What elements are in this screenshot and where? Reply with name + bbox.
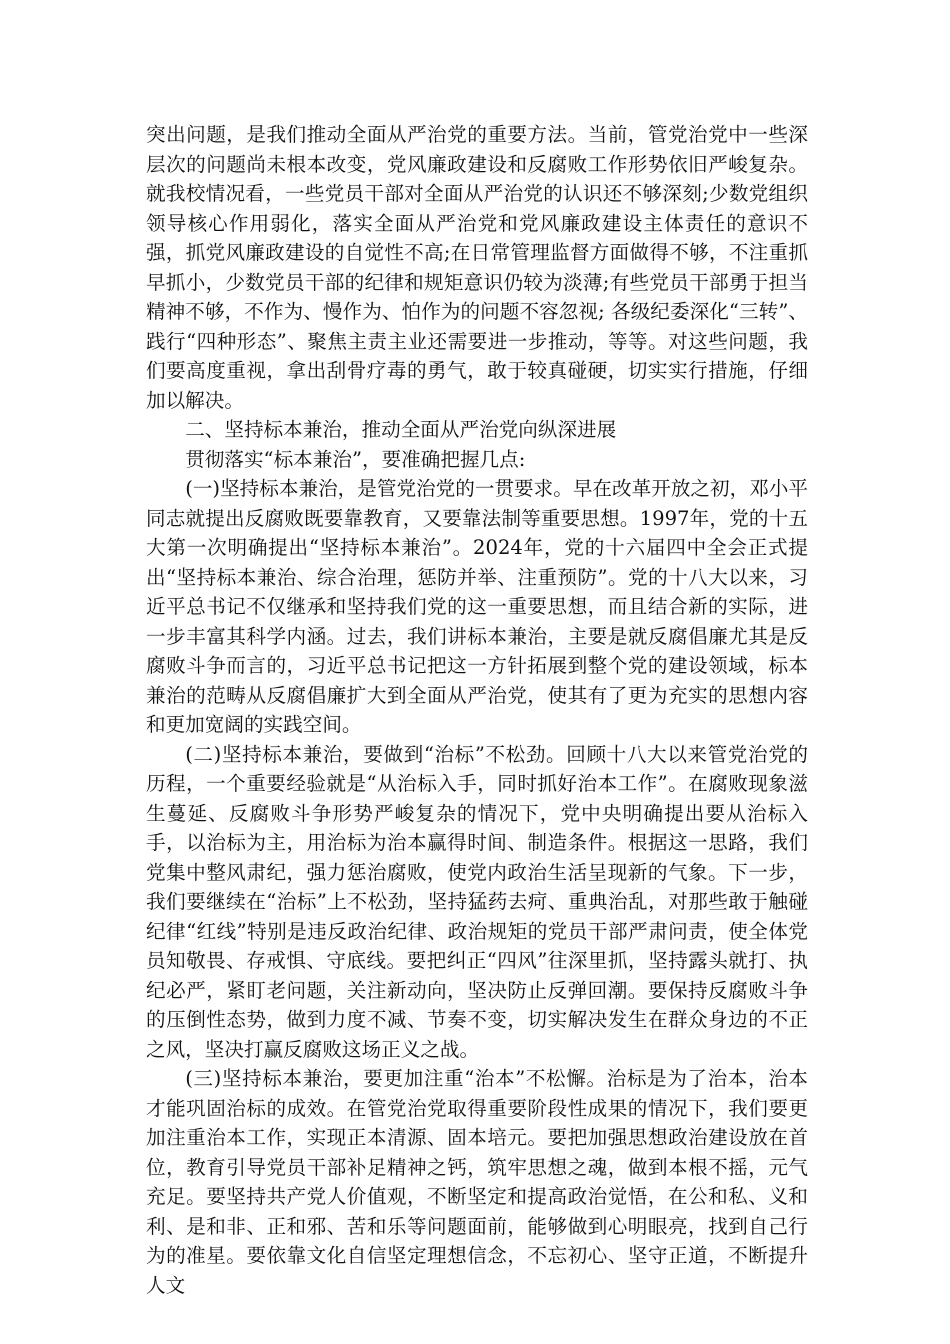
- paragraph-point-3: (三)坚持标本兼治，要更加注重“治本”不松懈。治标是为了治本，治本才能巩固治标的成效。在管党治党取得重要阶段性成果的情况下，我们要更加注重治本工作，实现正本清源、固本培元。要把加强思想政治建设放在首位，教育引导党员干部补足精神之钙，筑牢思想之魂，做到本根不摇，元气充足。要坚持共产党人价值观，不断坚定和提高政治觉悟，在公和私、义和利、是和非、正和邪、苦和乐等问题面前，能够做到心明眼亮，找到自己行为的准星。要依靠文化自信坚定理想信念，不忘初心、坚守正道，不断提升人文: [146, 1067, 808, 1297]
- paragraph-point-2: (二)坚持标本兼治，要做到“治标”不松劲。回顾十八大以来管党治党的历程，一个重要经验就是“从治标入手，同时抓好治本工作”。在腐败现象滋生蔓延、反腐败斗争形势严峻复杂的情况下，党中央明确提出要从治标入手，以治标为主，用治标为治本赢得时间、制造条件。根据这一思路，我们党集中整风肃纪，强力惩治腐败，使党内政治生活呈现新的气象。下一步，我们要继续在“治标”上不松劲，坚持猛药去疴、重典治乱，对那些敢于触碰纪律“红线”特别是违反政治纪律、政治规矩的党员干部严肃问责，使全体党员知敬畏、存戒惧、守底线。要把纠正“四风”往深里抓，坚持露头就打、执纪必严，紧盯老问题，关注新动向，坚决防止反弹回潮。要保持反腐败斗争的压倒性态势，做到力度不减、节奏不变，切实解决发生在群众身边的不正之风，坚决打赢反腐败这场正义之战。: [146, 742, 808, 1061]
- paragraph-point-1: (一)坚持标本兼治，是管党治党的一贯要求。早在改革开放之初，邓小平同志就提出反腐败既要靠教育，又要靠法制等重要思想。1997年，党的十五大第一次明确提出“坚持标本兼治”。2024年，党的十六届四中全会正式提出“坚持标本兼治、综合治理，惩防并举、注重预防”。党的十八大以来，习近平总书记不仅继承和坚持我们党的这一重要思想，而且结合新的实际，进一步丰富其科学内涵。过去，我们讲标本兼治，主要是就反腐倡廉尤其是反腐败斗争而言的，习近平总书记把这一方针拓展到整个党的建设领域，标本兼治的范畴从反腐倡廉扩大到全面从严治党，使其有了更为充实的思想内容和更加宽阔的实践空间。: [146, 477, 808, 736]
- section-heading: 二、坚持标本兼治，推动全面从严治党向纵深进展: [185, 418, 617, 441]
- paragraph-continuation: 突出问题，是我们推动全面从严治党的重要方法。当前，管党治党中一些深层次的问题尚未根本改变，党风廉政建设和反腐败工作形势依旧严峻复杂。就我校情况看，一些党员干部对全面从严治党的认识还不够深刻;少数党组织领导核心作用弱化，落实全面从严治党和党风廉政建设主体责任的意识不强，抓党风廉政建设的自觉性不高;在日常管理监督方面做得不够，不注重抓早抓小，少数党员干部的纪律和规矩意识仍较为淡薄;有些党员干部勇于担当精神不够，不作为、慢作为、怕作为的问题不容忽视; 各级纪委深化“三转”、践行“四种形态”、聚焦主责主业还需要进一步推动，等等。对这些问题，我们要高度重视，拿出刮骨疗毒的勇气，敢于较真碰硬，切实实行措施，仔细加以解决。: [146, 123, 808, 412]
- section-intro: 贯彻落实“标本兼治”，要准确把握几点:: [185, 447, 526, 471]
- document-page: [146, 120, 808, 1300]
